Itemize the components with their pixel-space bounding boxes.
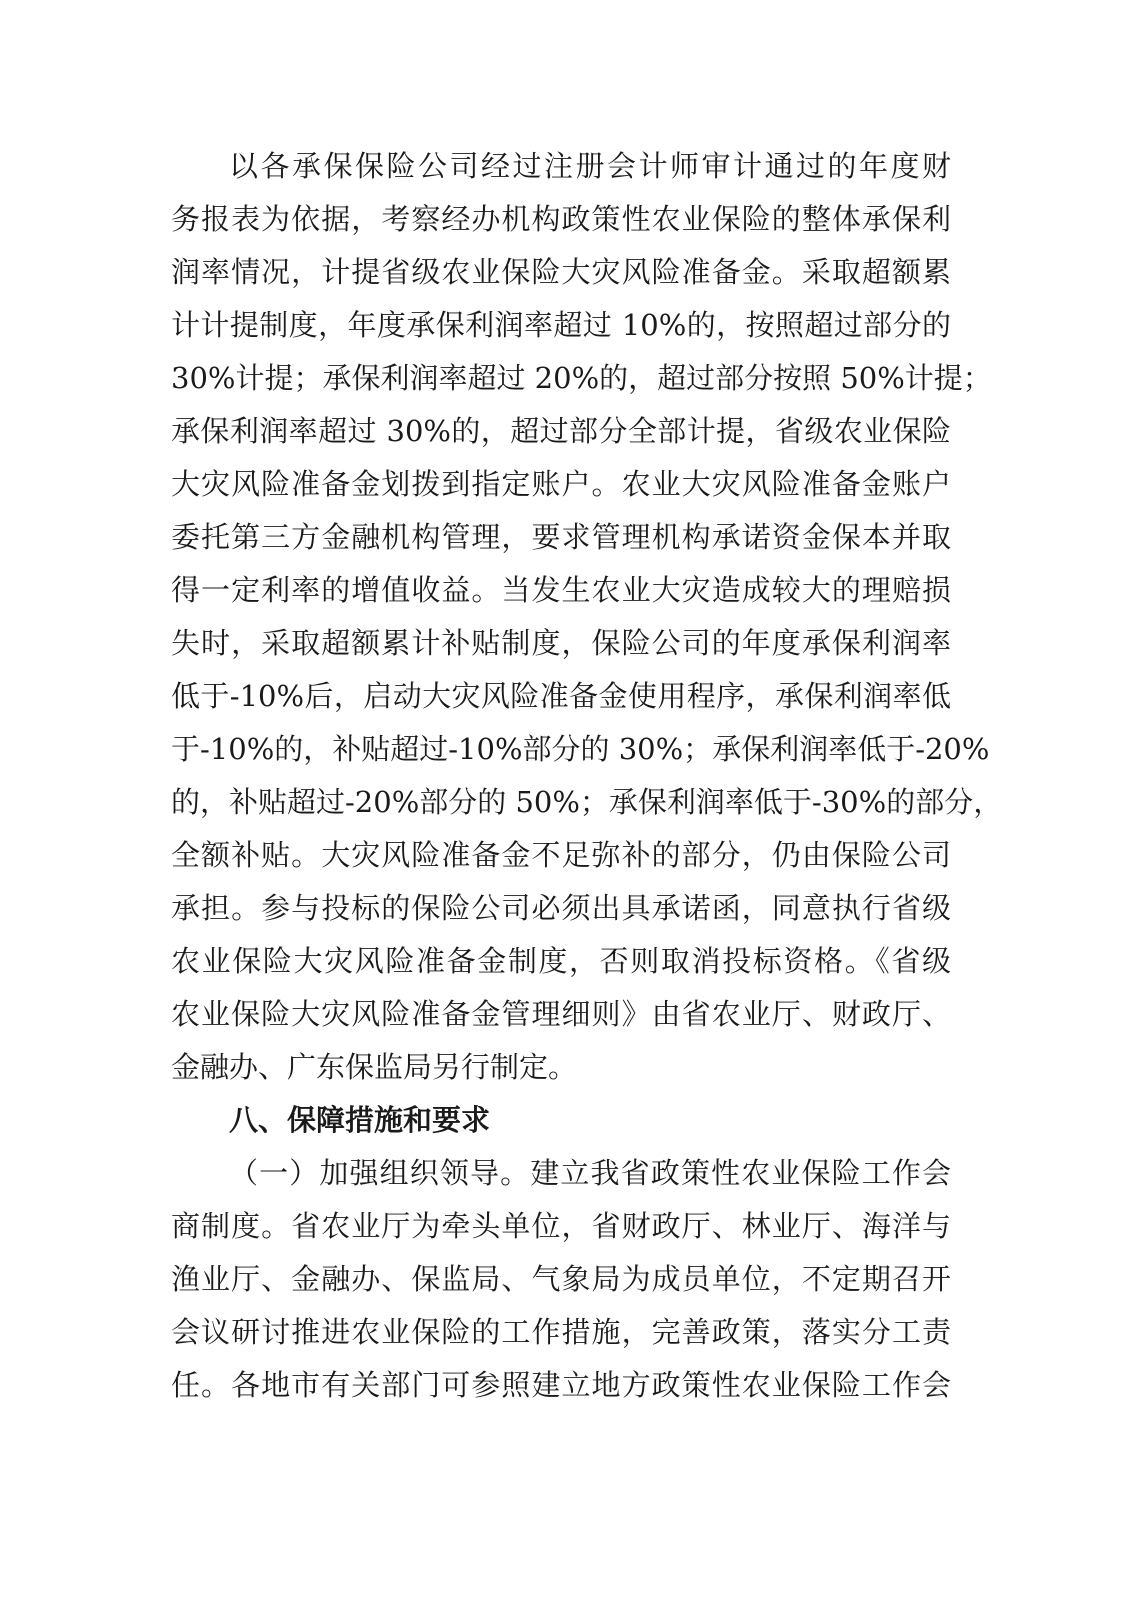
text-line: 大灾风险准备金划拨到指定账户。农业大灾风险准备金账户 xyxy=(171,467,951,501)
text-line: 计计提制度，年度承保利润率超过 10%的，按照超过部分的 xyxy=(171,308,951,342)
section-heading: 八、保障措施和要求 xyxy=(229,1103,491,1137)
text-line: 润率情况，计提省级农业保险大灾风险准备金。采取超额累 xyxy=(171,255,951,289)
text-line: 以各承保保险公司经过注册会计师审计通过的年度财 xyxy=(229,149,951,183)
paragraph-reserve-fund xyxy=(171,140,1003,1094)
text-line: 低于-10%后，启动大灾风险准备金使用程序，承保利润率低 xyxy=(171,679,951,713)
text-line: 的，补贴超过-20%部分的 50%；承保利润率低于-30%的部分， xyxy=(171,785,1003,819)
text-line: 承担。参与投标的保险公司必须出具承诺函，同意执行省级 xyxy=(171,891,951,925)
text-line: 金融办、广东保监局另行制定。 xyxy=(171,1050,578,1084)
paragraph-organization xyxy=(171,1147,951,1412)
text-line: 农业保险大灾风险准备金制度，否则取消投标资格。《省级 xyxy=(171,944,951,978)
text-line: 渔业厅、金融办、保监局、气象局为成员单位，不定期召开 xyxy=(171,1262,951,1296)
text-line: （一）加强组织领导。建立我省政策性农业保险工作会 xyxy=(229,1156,951,1190)
text-line: 30%计提；承保利润率超过 20%的，超过部分按照 50%计提； xyxy=(171,361,992,395)
text-line: 于-10%的，补贴超过-10%部分的 30%；承保利润率低于-20% xyxy=(171,732,990,766)
text-line: 会议研讨推进农业保险的工作措施，完善政策，落实分工责 xyxy=(171,1315,951,1349)
text-line: 得一定利率的增值收益。当发生农业大灾造成较大的理赔损 xyxy=(171,573,951,607)
text-line: 农业保险大灾风险准备金管理细则》由省农业厅、财政厅、 xyxy=(171,997,951,1031)
document-body xyxy=(171,140,1003,1412)
text-line: 务报表为依据，考察经办机构政策性农业保险的整体承保利 xyxy=(171,202,951,236)
text-line: 任。各地市有关部门可参照建立地方政策性农业保险工作会 xyxy=(171,1368,951,1402)
text-line: 全额补贴。大灾风险准备金不足弥补的部分，仍由保险公司 xyxy=(171,838,951,872)
text-line: 商制度。省农业厅为牵头单位，省财政厅、林业厅、海洋与 xyxy=(171,1209,951,1243)
text-line: 委托第三方金融机构管理，要求管理机构承诺资金保本并取 xyxy=(171,520,951,554)
text-line: 承保利润率超过 30%的，超过部分全部计提，省级农业保险 xyxy=(171,414,951,448)
text-line: 失时，采取超额累计补贴制度，保险公司的年度承保利润率 xyxy=(171,626,951,660)
